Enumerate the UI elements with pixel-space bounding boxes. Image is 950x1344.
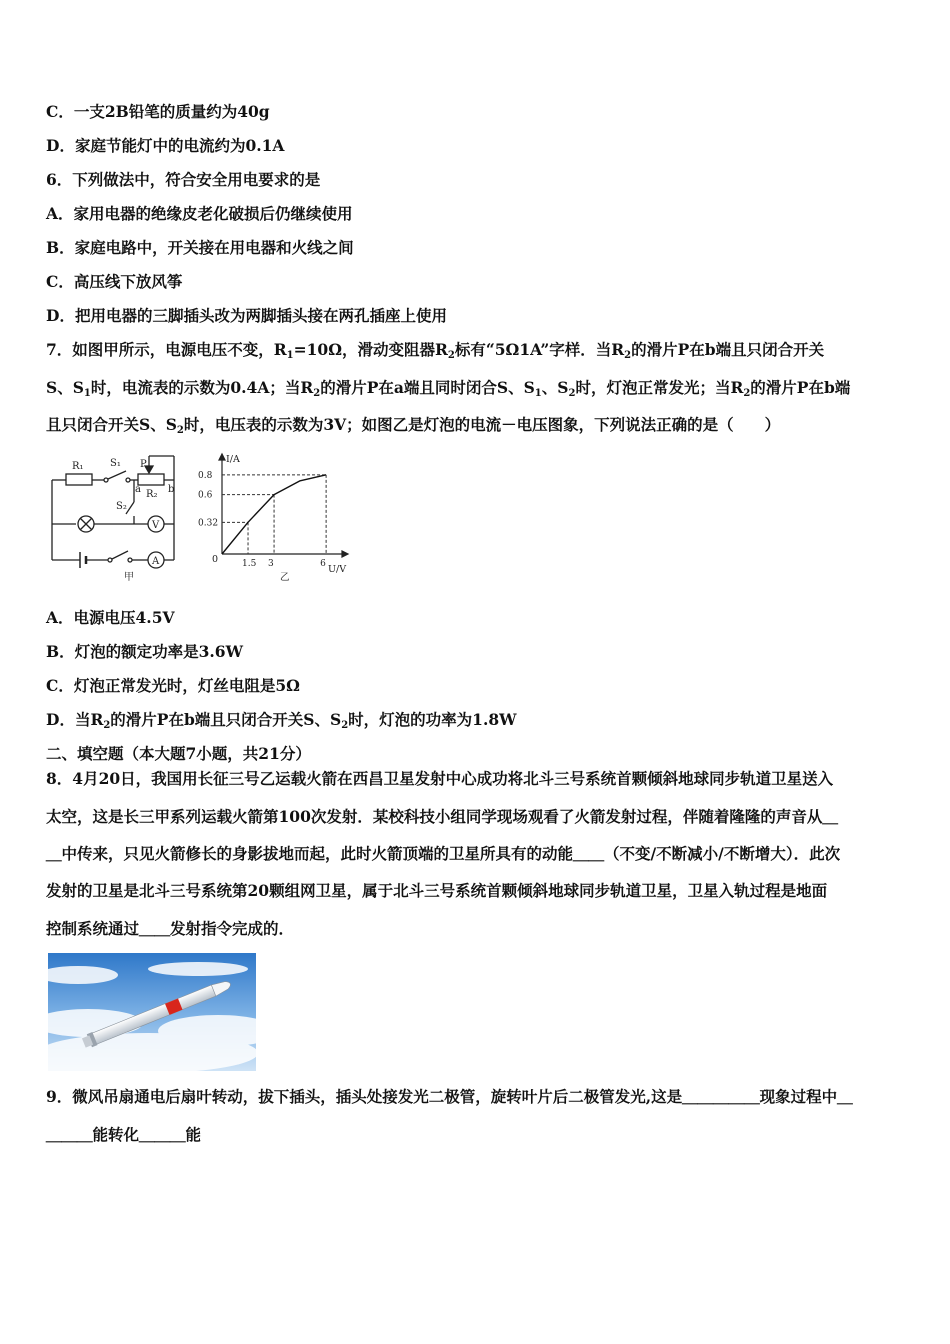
circuit-diagram [46,452,186,587]
subscript: 2 [176,425,184,436]
subscript: 2 [568,388,576,399]
text-fragment: 时，电流表的示数为0.4A；当R [90,378,314,397]
y-tick-label: 0.6 [198,490,213,501]
text-fragment: 的滑片P在b端且只闭合开关S、S [110,710,342,729]
subscript: 2 [103,720,111,731]
question-8-line1: 8．4月20日，我国用长征三号乙运载火箭在西昌卫星发射中心成功将北斗三号系统首颗倾斜地球同步轨道卫星送入 [46,769,834,788]
label-b: b [168,484,175,495]
question-6: 6．下列做法中，符合安全用电要求的是 [46,170,321,189]
y-axis-arrow [219,454,225,460]
switch-s1 [108,471,126,479]
label-p: P [140,459,147,470]
switch-s2 [126,502,134,514]
origin-label: 0 [212,554,219,565]
question-8-line2: 太空，这是长三甲系列运载火箭第100次发射．某校科技小组同学现场观看了火箭发射过程，伴随着隆隆的声音从＿ [46,807,838,826]
rheostat-r2 [138,474,164,485]
rocket-illustration [48,953,256,1071]
question-7-line2 [46,378,906,404]
answer-a: A．电源电压4.5V [46,608,175,627]
question-7-line1 [46,340,906,366]
section-heading: 二、填空题（本大题7小题，共21分） [46,744,311,763]
y-tick-label: 0.32 [198,518,219,529]
text-fragment: 的滑片P在a端且同时闭合S、S [320,378,535,397]
text-fragment: 时，灯泡的功率为1.8W [348,710,517,729]
subscript: 1 [534,388,542,399]
question-9-line1: 9．微风吊扇通电后扇叶转动，拔下插头，插头处接发光二极管，旋转叶片后二极管发光,这是＿＿＿＿＿现象过程中＿ [46,1087,853,1106]
subscript: 1 [83,388,91,399]
chart-caption: 乙 [280,572,290,583]
text-fragment: 的滑片P在b端 [750,378,851,397]
y-tick-label: 0.8 [198,470,213,481]
label-r1: R₁ [72,461,84,472]
subscript: 2 [447,350,455,361]
text-fragment: 、S [541,378,569,397]
label-s1: S₁ [110,458,121,469]
label-v: V [152,520,160,531]
caption-jia: 甲 [124,572,134,583]
option-c: C．高压线下放风筝 [46,272,183,291]
x-axis-label: U/V [328,564,347,575]
rocket-photo [48,953,256,1071]
text-line: C．一支2B铅笔的质量约为40g [46,102,270,121]
text-fragment: 且只闭合开关S、S [46,415,177,434]
option-a: A．家用电器的绝缘皮老化破损后仍继续使用 [46,204,353,223]
x-tick-label: 6 [320,559,326,569]
label-s2: S₂ [116,501,127,512]
text-fragment: 标有“5Ω1A”字样．当R [454,340,625,359]
label-a: a [135,484,141,495]
text-fragment: =10Ω，滑动变阻器R [293,340,448,359]
text-fragment: 时，灯泡正常发光；当R [575,378,744,397]
question-7-line3 [46,415,906,441]
subscript: 2 [341,720,349,731]
resistor-r1 [66,474,92,485]
question-8-line5: 控制系统通过＿＿发射指令完成的． [46,919,295,938]
question-8-line3: ＿中传来，只见火箭修长的身影拔地而起，此时火箭顶端的卫星所具有的动能＿＿（不变/不断减小/不断增大）．此次 [46,844,841,863]
label-ammeter: A [152,556,160,567]
y-axis-label: I/A [226,454,240,465]
text-fragment: 时，电压表的示数为3V；如图乙是灯泡的电流－电压图象，下列说法正确的是（ ） [183,415,781,434]
x-tick-label: 1.5 [242,559,257,569]
question-9-line2: ＿＿＿能转化＿＿＿能 [46,1125,202,1144]
question-8-line4: 发射的卫星是北斗三号系统第20颗组网卫星，属于北斗三号系统首颗倾斜地球同步轨道卫星，卫星入轨过程是地面 [46,881,828,900]
answer-d [46,710,906,736]
label-r2: R₂ [146,489,158,500]
option-d: D．把用电器的三脚插头改为两脚插头接在两孔插座上使用 [46,306,447,325]
x-axis-arrow [342,551,348,557]
subscript: 2 [313,388,321,399]
iu-chart [196,450,356,585]
answer-c: C．灯泡正常发光时，灯丝电阻是5Ω [46,676,300,695]
switch-s [112,551,128,559]
subscript: 1 [286,350,294,361]
text-fragment: D．当R [46,710,104,729]
text-fragment: 的滑片P在b端且只闭合开关 [631,340,825,359]
text-fragment: S、S [46,378,84,397]
x-tick-label: 3 [268,559,274,569]
text-line: D．家庭节能灯中的电流约为0.1A [46,136,285,155]
answer-b: B．灯泡的额定功率是3.6W [46,642,243,661]
subscript: 2 [624,350,632,361]
text-fragment: 7．如图甲所示，电源电压不变，R [46,340,287,359]
subscript: 2 [743,388,751,399]
option-b: B．家庭电路中，开关接在用电器和火线之间 [46,238,354,257]
